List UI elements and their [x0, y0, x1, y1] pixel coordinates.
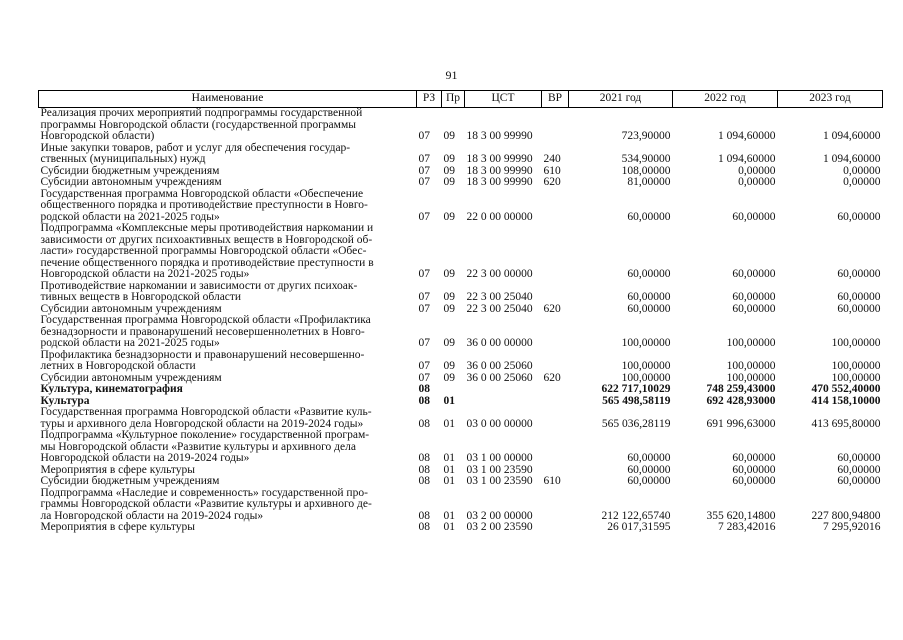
table-row: [39, 430, 883, 465]
cell-vr: 240: [543, 153, 561, 165]
cell-y2021: 81,00000: [627, 176, 671, 188]
cell-cst: 18 3 00 99990: [466, 130, 533, 142]
cell-y2023: 414 158,10000: [811, 394, 881, 407]
row-name: [39, 281, 417, 304]
row-name: [39, 407, 417, 430]
cell-y2021: 60,00000: [627, 302, 671, 315]
cell-y2021: 622 717,10029: [601, 383, 671, 395]
row-name-line: родской области на 2021-2025 годы»: [40, 210, 220, 223]
cell-pr: 09: [443, 268, 455, 280]
cell-rz: 07: [418, 164, 430, 177]
cell-cst: 03 2 00 00000: [466, 509, 533, 522]
cell-y2022: 60,00000: [732, 210, 776, 223]
header-2023: 2023 год: [778, 91, 883, 108]
cell-pr: 09: [443, 302, 455, 315]
row-name-line: мы Новгородской области «Развитие культуры и архивного дела: [40, 440, 356, 453]
cell-pr: 09: [443, 176, 455, 188]
header-cst: ЦСТ: [465, 91, 542, 108]
cell-cst: 22 0 00 00000: [466, 210, 533, 223]
cell-vr: 610: [543, 164, 561, 177]
row-name-line: печение общественного порядка и противодействие преступности в: [40, 256, 374, 269]
table-row: [39, 384, 883, 396]
table-header-row: [39, 91, 883, 108]
header-name: Наименование: [39, 91, 417, 108]
cell-y2023: 100,00000: [831, 371, 881, 384]
cell-rz: 07: [418, 360, 430, 372]
row-name-line: летних в Новгородской области: [40, 360, 196, 372]
row-name-line: Подпрограмма «Наследие и современность» государственной про-: [40, 486, 368, 499]
cell-y2021: 60,00000: [627, 452, 671, 464]
row-name: [39, 177, 417, 189]
table-row: [39, 223, 883, 281]
row-name-line: Противодействие наркомании и зависимости от других психоак-: [40, 279, 358, 292]
row-name-line: Государственная программа Новгородской области «Развитие куль-: [40, 406, 372, 418]
budget-table: [38, 90, 883, 534]
cell-y2022: 60,00000: [732, 475, 776, 487]
row-name: [39, 430, 417, 465]
header-rz: РЗ: [417, 91, 442, 108]
cell-y2023: 100,00000: [831, 360, 881, 372]
row-name-line: зависимости от других психоактивных веществ в Новгородской об-: [40, 233, 373, 246]
cell-y2022: 100,00000: [726, 360, 776, 372]
cell-y2021: 565 036,28119: [601, 417, 671, 430]
row-name-line: граммы Новгородской области «Развитие культуры и архивного де-: [40, 498, 372, 510]
table-row: [39, 350, 883, 373]
row-name: [39, 315, 417, 350]
cell-y2021: 534,90000: [621, 153, 671, 165]
cell-rz: 07: [418, 268, 430, 280]
cell-y2023: 0,00000: [843, 164, 881, 177]
cell-vr: [542, 522, 569, 534]
cell-y2022: 60,00000: [732, 452, 776, 464]
cell-rz: 07: [418, 130, 430, 142]
cell-pr: 01: [443, 452, 455, 464]
table-row: [39, 177, 883, 189]
row-name-line: Государственная программа Новгородской области «Профилактика: [40, 314, 371, 326]
cell-cst: 36 0 00 25060: [466, 371, 533, 384]
cell-rz: 07: [418, 176, 430, 188]
cell-vr: [542, 396, 569, 408]
cell-cst: 03 1 00 23590: [466, 475, 533, 487]
cell-y2022: 60,00000: [732, 268, 776, 280]
cell-cst: 18 3 00 99990: [466, 153, 533, 165]
cell-y2023: 60,00000: [837, 302, 881, 315]
cell-cst: 18 3 00 99990: [466, 176, 533, 188]
cell-y2022: 100,00000: [726, 371, 776, 384]
cell-vr: [542, 281, 569, 304]
cell-vr: [542, 108, 569, 143]
cell-rz: 08: [418, 509, 430, 522]
cell-pr: 09: [443, 360, 455, 372]
cell-rz: 07: [418, 210, 430, 223]
row-name-line: туры и архивного дела Новгородской области на 2019-2024 годы»: [40, 417, 364, 430]
cell-cst: 36 0 00 00000: [466, 337, 533, 349]
table-row: [39, 108, 883, 143]
cell-y2022: 1 094,60000: [718, 153, 776, 165]
cell-y2022: 7 283,42016: [718, 521, 776, 533]
row-name-line: Иные закупки товаров, работ и услуг для обеспечения государ-: [40, 141, 351, 154]
cell-vr: [542, 407, 569, 430]
cell-pr: 09: [443, 153, 455, 165]
cell-y2022: 355 620,14800: [706, 509, 776, 522]
table-row: [39, 407, 883, 430]
cell-y2022: 1 094,60000: [718, 130, 776, 142]
cell-pr: 09: [443, 164, 455, 177]
row-name-line: Мероприятия в сфере культуры: [40, 463, 196, 476]
cell-y2023: 60,00000: [837, 268, 881, 280]
cell-y2022: 0,00000: [738, 164, 776, 177]
cell-y2023: 60,00000: [837, 210, 881, 223]
row-name-line: Государственная программа Новгородской области «Обеспечение: [40, 187, 364, 200]
cell-y2022: 0,00000: [738, 176, 776, 188]
cell-cst: 22 3 00 25040: [466, 302, 533, 315]
row-name: [39, 350, 417, 373]
cell-pr: 09: [443, 210, 455, 223]
cell-pr: 09: [443, 371, 455, 384]
row-name-line: Мероприятия в сфере культуры: [40, 521, 196, 533]
cell-cst: 36 0 00 25060: [466, 360, 533, 372]
cell-rz: 07: [418, 337, 430, 349]
cell-vr: [542, 315, 569, 350]
cell-cst: [465, 384, 542, 396]
cell-y2021: 60,00000: [627, 268, 671, 280]
cell-pr: 01: [443, 509, 455, 522]
row-name-line: ласти» государственной программы Новгородской области «Обес-: [40, 245, 367, 257]
cell-y2021: 60,00000: [627, 291, 671, 303]
cell-y2021: 108,00000: [621, 164, 671, 177]
cell-y2023: 413 695,80000: [811, 417, 881, 430]
row-name-line: Субсидии бюджетным учреждениям: [40, 475, 220, 487]
cell-vr: [542, 488, 569, 523]
table-row: [39, 315, 883, 350]
cell-y2022: 60,00000: [732, 291, 776, 303]
table-row: [39, 522, 883, 534]
cell-pr: 01: [443, 417, 455, 430]
cell-cst: 03 1 00 23590: [466, 463, 533, 476]
cell-vr: 620: [543, 302, 561, 315]
row-name-line: ла Новгородской области на 2019-2024 годы»: [40, 509, 264, 522]
row-name: [39, 522, 417, 534]
cell-rz: 07: [418, 291, 430, 303]
cell-rz: 08: [418, 394, 430, 407]
cell-vr: 620: [543, 176, 561, 188]
cell-y2021: 60,00000: [627, 210, 671, 223]
header-2021: 2021 год: [569, 91, 673, 108]
cell-rz: 08: [418, 452, 430, 464]
cell-cst: 22 3 00 00000: [466, 268, 533, 280]
row-name-line: общественного порядка и противодействие преступности в Новго-: [40, 199, 368, 211]
table-body: [39, 108, 883, 534]
cell-cst: 18 3 00 99990: [466, 164, 533, 177]
cell-vr: [542, 189, 569, 224]
cell-y2021: 212 122,65740: [601, 509, 671, 522]
row-name-line: родской области на 2021-2025 годы»: [40, 337, 220, 349]
row-name-line: Культура: [40, 394, 90, 407]
cell-rz: 08: [418, 475, 430, 487]
cell-y2023: 0,00000: [843, 176, 881, 188]
row-name-line: программы Новгородской области (государственной программы: [40, 118, 356, 131]
row-name-line: Субсидии бюджетным учреждениям: [40, 164, 220, 177]
cell-pr: 09: [443, 291, 455, 303]
row-name-line: Профилактика безнадзорности и правонарушений несовершенно-: [40, 348, 365, 361]
row-name: [39, 476, 417, 488]
cell-y2023: 1 094,60000: [823, 130, 881, 142]
row-name-line: Субсидии автономным учреждениям: [40, 371, 222, 384]
cell-rz: 07: [418, 302, 430, 315]
cell-y2021: 60,00000: [627, 463, 671, 476]
cell-rz: 08: [418, 417, 430, 430]
cell-y2023: 60,00000: [837, 291, 881, 303]
cell-y2023: 60,00000: [837, 452, 881, 464]
table-row: [39, 189, 883, 224]
cell-y2021: 100,00000: [621, 337, 671, 349]
row-name: [39, 189, 417, 224]
header-2022: 2022 год: [673, 91, 778, 108]
row-name-line: Новгородской области на 2019-2024 годы»: [40, 452, 250, 464]
header-pr: Пр: [442, 91, 465, 108]
cell-y2021: 723,90000: [621, 130, 671, 142]
row-name-line: ственных (муниципальных) нужд: [40, 153, 206, 165]
row-name: [39, 488, 417, 523]
row-name-line: безнадзорности и правонарушений несовершеннолетних в Новго-: [40, 325, 365, 338]
row-name: [39, 108, 417, 143]
table-row: [39, 476, 883, 488]
row-name-line: Новгородской области на 2021-2025 годы»: [40, 268, 250, 280]
cell-y2023: 60,00000: [837, 463, 881, 476]
table-row: [39, 281, 883, 304]
cell-y2022: 60,00000: [732, 463, 776, 476]
cell-pr: 09: [443, 337, 455, 349]
cell-pr: 01: [443, 521, 455, 533]
cell-y2023: 60,00000: [837, 475, 881, 487]
cell-rz: 08: [418, 383, 430, 395]
cell-pr: [442, 384, 465, 396]
row-name-line: Новгородской области): [40, 130, 155, 142]
cell-y2021: 26 017,31595: [607, 521, 671, 533]
row-name: [39, 223, 417, 281]
cell-cst: 22 3 00 25040: [466, 291, 533, 303]
row-name-line: Реализация прочих мероприятий подпрограммы государственной: [40, 107, 363, 119]
row-name-line: Субсидии автономным учреждениям: [40, 176, 222, 188]
cell-rz: 08: [418, 521, 430, 533]
cell-vr: 620: [543, 371, 561, 384]
header-vr: ВР: [542, 91, 569, 108]
cell-vr: [542, 223, 569, 281]
cell-pr: 09: [443, 130, 455, 142]
table-row: [39, 488, 883, 523]
cell-rz: 07: [418, 153, 430, 165]
cell-y2022: 692 428,93000: [706, 394, 776, 407]
cell-cst: 03 0 00 00000: [466, 417, 533, 430]
cell-vr: 610: [543, 475, 561, 487]
cell-y2021: 60,00000: [627, 475, 671, 487]
cell-cst: 03 2 00 23590: [466, 521, 533, 533]
cell-y2023: 7 295,92016: [823, 521, 881, 533]
cell-vr: [542, 430, 569, 465]
cell-cst: [465, 396, 542, 408]
row-name: [39, 384, 417, 396]
row-name-line: Субсидии автономным учреждениям: [40, 302, 222, 315]
cell-rz: 08: [418, 463, 430, 476]
row-name-line: тивных веществ в Новгородской области: [40, 291, 242, 303]
cell-y2021: 100,00000: [621, 371, 671, 384]
cell-y2022: 691 996,63000: [706, 417, 776, 430]
row-name-line: Подпрограмма «Культурное поколение» государственной програм-: [40, 429, 370, 441]
cell-y2021: 100,00000: [621, 360, 671, 372]
cell-y2021: 565 498,58119: [602, 394, 671, 407]
cell-vr: [542, 384, 569, 396]
cell-y2023: 227 800,94800: [811, 509, 881, 522]
row-name: [39, 143, 417, 166]
cell-y2023: 100,00000: [831, 337, 881, 349]
cell-pr: 01: [443, 394, 455, 407]
cell-cst: 03 1 00 00000: [466, 452, 533, 464]
cell-rz: 07: [418, 371, 430, 384]
cell-y2022: 748 259,43000: [706, 383, 776, 395]
table-row: [39, 143, 883, 166]
row-name-line: Подпрограмма «Комплексные меры противодействия наркомании и: [40, 222, 374, 234]
cell-y2023: 470 552,40000: [811, 383, 881, 395]
row-name-line: Культура, кинематография: [40, 383, 183, 395]
cell-pr: 01: [443, 463, 455, 476]
page-number: 91: [445, 68, 458, 82]
cell-y2022: 60,00000: [732, 302, 776, 315]
cell-y2022: 100,00000: [726, 337, 776, 349]
cell-y2023: 1 094,60000: [823, 153, 881, 165]
cell-pr: 01: [443, 475, 455, 487]
cell-vr: [542, 350, 569, 373]
